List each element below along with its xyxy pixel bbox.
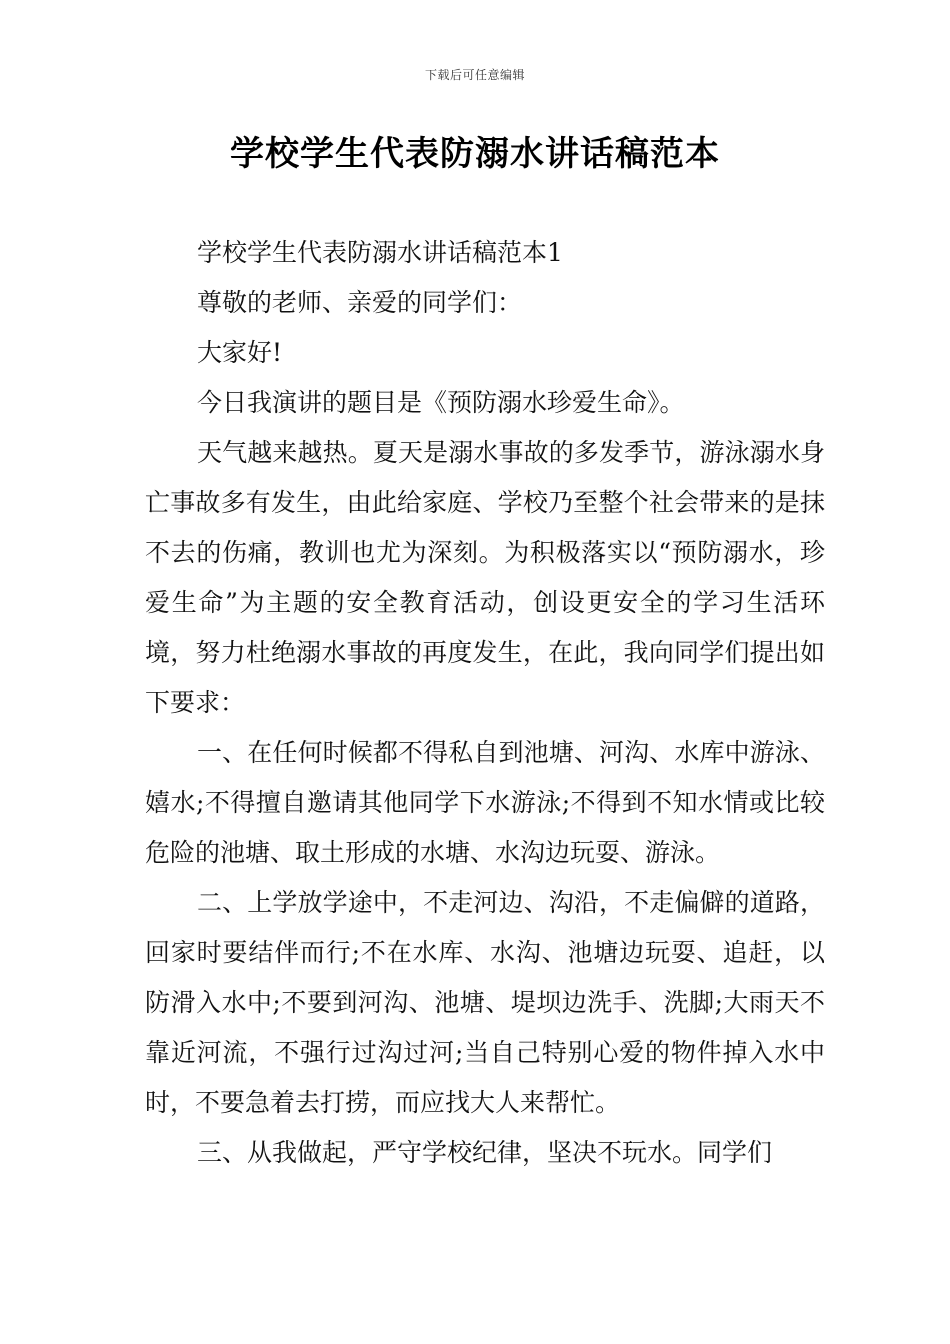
rule-three-paragraph: 三、从我做起，严守学校纪律，坚决不玩水。同学们 [197,1138,773,1167]
subtitle-paragraph: 学校学生代表防溺水讲话稿范本1 [197,238,563,267]
document-title: 学校学生代表防溺水讲话稿范本 [230,134,720,174]
document-body [145,228,825,1178]
greeting-paragraph: 大家好! [197,338,283,367]
topic-paragraph: 今日我演讲的题目是《预防溺水珍爱生命》。 [197,388,685,417]
intro-paragraph: 天气越来越热。夏天是溺水事故的多发季节，游泳溺水身亡事故多有发生，由此给家庭、学校乃至整个社会带来的是抹不去的伤痛，教训也尤为深刻。为积极落实以“预防溺水，珍爱生命”为主题的安全教育活动，创设更安全的学习生活环境，努力杜绝溺水事故的再度发生，在此，我向同学们提出如下要求： [145,438,825,717]
header-note: 下载后可任意编辑 [424,68,525,82]
salutation-paragraph: 尊敬的老师、亲爱的同学们： [197,288,523,317]
rule-one-paragraph: 一、在任何时候都不得私自到池塘、河沟、水库中游泳、嬉水;不得擅自邀请其他同学下水游泳;不得到不知水情或比较危险的池塘、取土形成的水塘、水沟边玩耍、游泳。 [145,738,825,867]
rule-two-paragraph: 二、上学放学途中，不走河边、沟沿，不走偏僻的道路，回家时要结伴而行;不在水库、水沟、池塘边玩耍、追赶，以防滑入水中;不要到河沟、池塘、堤坝边洗手、洗脚;大雨天不靠近河流，不强行过沟过河;当自己特别心爱的物件掉入水中时，不要急着去打捞，而应找大人来帮忙。 [145,888,825,1117]
